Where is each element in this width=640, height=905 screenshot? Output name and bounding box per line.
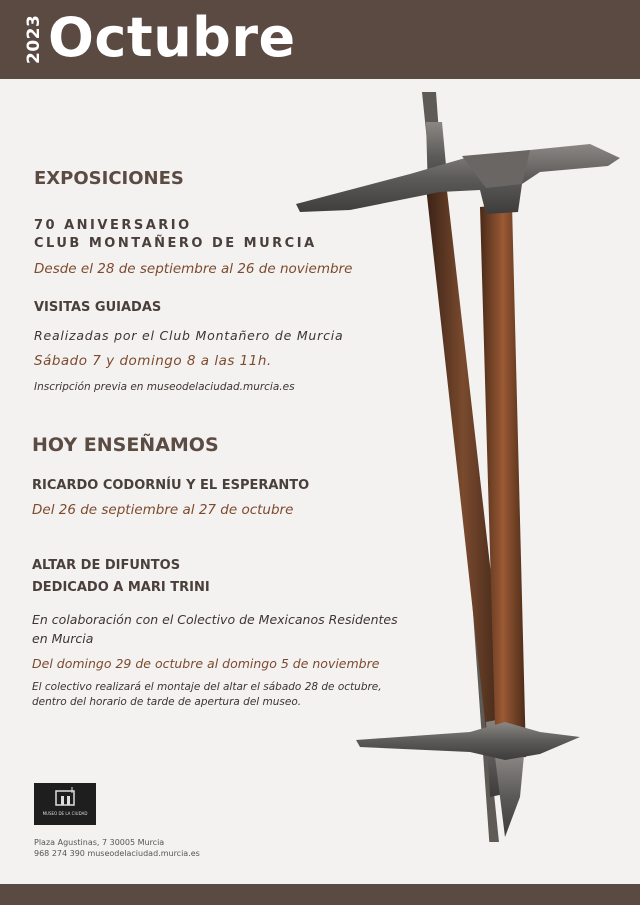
museum-logo-icon [34,783,96,825]
month-title: Octubre [48,6,296,69]
item1-title: RICARDO CODORNÍU Y EL ESPERANTO [32,478,310,493]
exhibition-title-line1: 70 ANIVERSARIO [34,218,192,233]
visits-schedule: Sábado 7 y domingo 8 a las 11h. [34,353,272,369]
address: Plaza Agustinas, 7 30005 Murcia [34,838,165,847]
footer-bar [0,884,640,905]
exhibition-dates: Desde el 28 de septiembre al 26 de noviembre [34,261,353,277]
visits-note: Inscripción previa en museodelaciudad.murcia.es [34,381,295,393]
contact: 968 274 390 museodelaciudad.murcia.es [34,849,200,858]
exposiciones-heading: EXPOSICIONES [34,168,184,189]
item2-note-line1: El colectivo realizará el montaje del altar el sábado 28 de octubre, [32,681,382,693]
item1-dates: Del 26 de septiembre al 27 de octubre [32,502,294,518]
item2-collab-line2: en Murcia [32,631,94,646]
item2-title-line2: DEDICADO A MARI TRINI [32,580,210,595]
item2-title-line1: ALTAR DE DIFUNTOS [32,558,181,573]
hoy-heading: HOY ENSEÑAMOS [32,434,219,456]
item2-collab-line1: En colaboración con el Colectivo de Mexicanos Residentes [32,612,398,627]
year-label: 2023 [24,14,44,64]
header-bar [0,0,640,79]
item2-note-line2: dentro del horario de tarde de apertura del museo. [32,696,302,708]
visits-label: VISITAS GUIADAS [34,300,162,315]
visits-organizer: Realizadas por el Club Montañero de Murcia [34,328,344,343]
ice-axes-icon [290,92,630,842]
exhibition-title-line2: CLUB MONTAÑERO DE MURCIA [34,236,317,251]
logo-text: MUSEO DE LA CIUDAD [42,811,88,816]
item2-dates: Del domingo 29 de octubre al domingo 5 de noviembre [32,656,380,671]
